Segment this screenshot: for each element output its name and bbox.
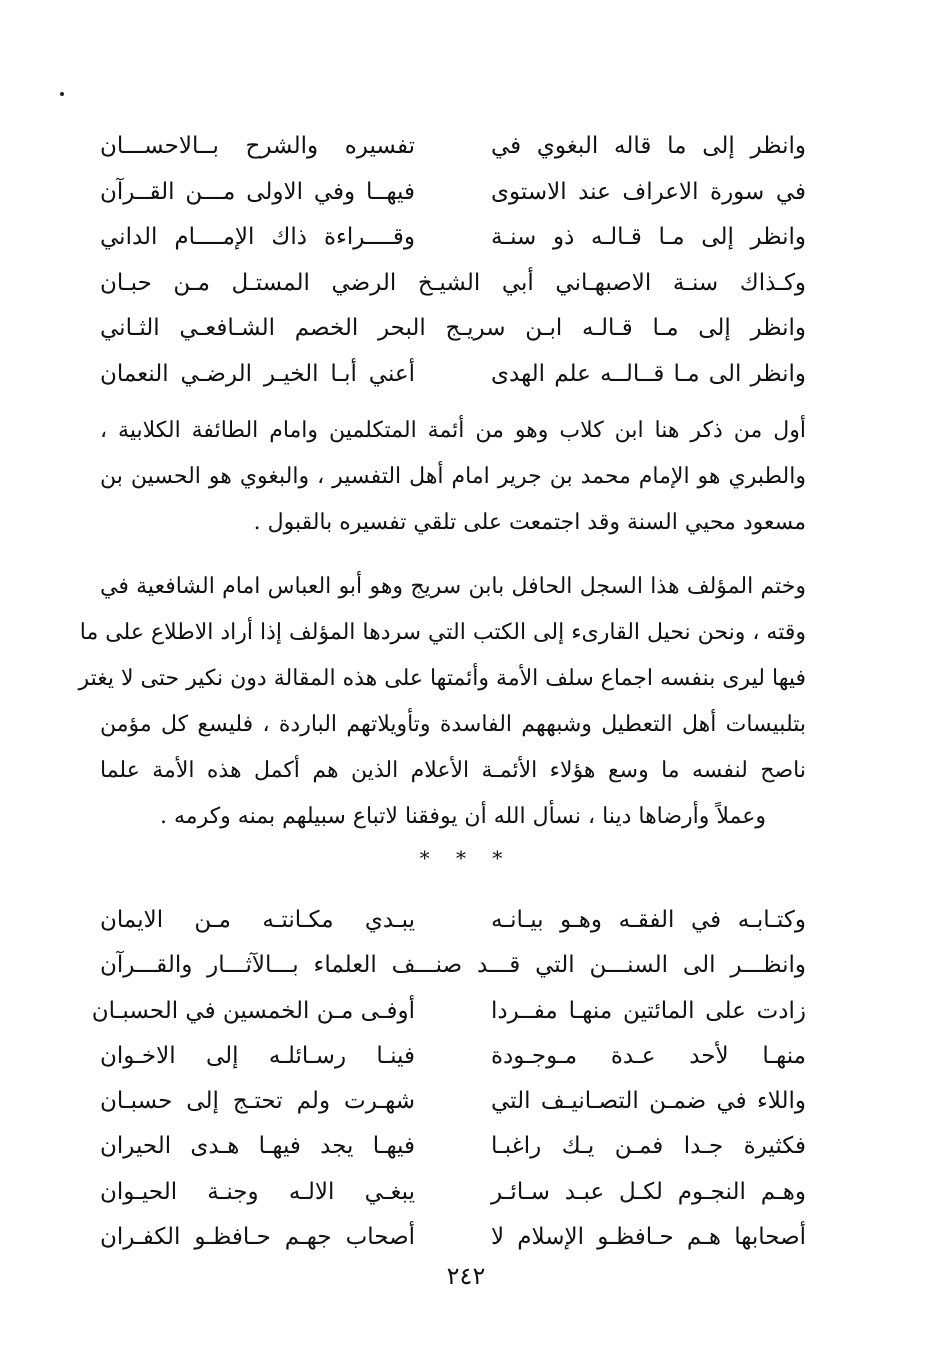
verse-right-hemistich: وكتـابـه في الفقـه وهـو بيـانـه xyxy=(491,907,806,933)
poem-top xyxy=(100,124,806,397)
verse-right-hemistich: زادت على المائتين منهـا مفــردا xyxy=(491,997,806,1024)
verse-line xyxy=(100,1079,806,1124)
verse-left-hemistich: تفسيره والشرح بــالاحســـان xyxy=(100,133,415,159)
verse-line xyxy=(100,1170,806,1215)
page-number: ٢٤٢ xyxy=(446,1262,486,1290)
section-separator: * * * xyxy=(419,846,513,870)
verse-left-hemistich: فينـا رسـائلـه إلى الاخـوان xyxy=(100,1042,415,1069)
verse-line xyxy=(100,124,806,170)
paragraph-line: مسعود محيي السنة وقد اجتمعت على تلقي تفسيره بالقبول . xyxy=(253,510,806,535)
paragraph-line: فيها ليرى بنفسه اجماع سلف الأمة وأئمتها على هذه المقالة دون نكير حتى لا يغتر xyxy=(78,666,806,691)
paragraph-line: وقته ، ونحن نحيل القارىء إلى الكتب التي سردها المؤلف إذا أراد الاطلاع على ما xyxy=(79,620,806,645)
verse-left-hemistich: شهـرت ولم تحتـج إلى حسبـان xyxy=(100,1088,415,1115)
verse-left-hemistich: يبغـي الالـه وجنـة الحيـوان xyxy=(100,1178,415,1205)
verse-line xyxy=(100,898,806,943)
paragraph-line: وختم المؤلف هذا السجل الحافل بابن سريج وهو أبو العباس امام الشافعية في xyxy=(100,574,806,599)
verse-right-hemistich: أصحابها هـم حـافظـو الإسلام لا xyxy=(491,1224,806,1251)
paragraph-line: والطبري هو الإمام محمد بن جرير امام أهل التفسير ، والبغوي هو الحسين بن xyxy=(100,464,806,489)
paragraph-line: بتلبيسات أهل التعطيل وشبههم الفاسدة وتأويلاتهم الباردة ، فليسع كل مؤمن xyxy=(100,712,806,737)
verse-right-hemistich: وانظر إلى مـا قـالـه ذو سنـة xyxy=(491,224,806,250)
verse-line xyxy=(100,1034,806,1079)
verse-right-hemistich: في سورة الاعراف عند الاستوى xyxy=(491,178,806,205)
verse-line xyxy=(100,215,806,261)
verse-line xyxy=(100,1124,806,1169)
verse-line xyxy=(100,261,806,307)
commentary-paragraph-1 xyxy=(100,408,806,546)
print-speck xyxy=(60,92,64,96)
verse-left-hemistich: أعني أبـا الخيـر الرضـي النعمان xyxy=(100,360,415,387)
verse-right-hemistich: واللاء في ضمـن التصـانيـف التي xyxy=(491,1088,806,1115)
verse-line xyxy=(100,306,806,352)
verse-left-hemistich: فيهــا وفي الاولى مـــن القــرآن xyxy=(100,178,415,205)
verse-line xyxy=(91,989,806,1034)
verse-right-hemistich: منهـا لأحد عـدة مـوجـودة xyxy=(491,1042,806,1069)
verse-full-line: وانظر إلى مـا قـالـه ابـن سريـج البحر الخصم الشـافعـي الثـاني xyxy=(100,315,806,341)
verse-full-line: وكـذاك سنـة الاصبهـاني أبي الشيـخ الرضي المستـل مـن حبـان xyxy=(100,269,806,296)
commentary-paragraph-2 xyxy=(78,564,806,840)
verse-right-hemistich: وانظر الى مـا قــالــه علم الهدى xyxy=(491,360,806,387)
verse-left-hemistich: يبـدي مكـانتـه مـن الايمان xyxy=(100,907,415,933)
verse-left-hemistich: أوفـى مـن الخمسين في الحسبـان xyxy=(91,997,415,1024)
paragraph-line: وعملاً وأرضاها دينا ، نسأل الله أن يوفقنا لاتباع سبيلهم بمنه وكرمه . xyxy=(160,804,766,829)
verse-left-hemistich: وقــــراءة ذاك الإمــــام الداني xyxy=(100,224,415,250)
verse-left-hemistich: فيهـا يجد فيهـا هـدى الحيران xyxy=(100,1133,415,1160)
verse-line xyxy=(100,170,806,216)
paragraph-line: أول من ذكر هنا ابن كلاب وهو من أئمة المتكلمين وامام الطائفة الكلابية ، xyxy=(100,418,806,443)
verse-line xyxy=(100,352,806,398)
verse-right-hemistich: وهـم النجـوم لكـل عبـد سـائـر xyxy=(491,1178,806,1205)
verse-right-hemistich: فكثيرة جـدا فمـن يـك راغبـا xyxy=(491,1133,806,1160)
poem-bottom xyxy=(91,898,806,1260)
verse-left-hemistich: أصحاب جهـم حـافظـو الكفـران xyxy=(100,1224,415,1251)
verse-full-line: وانظـــر الى السنـــن التي قـــد صنـــف العلماء بـــالآثـــار والقـــرآن xyxy=(100,952,806,979)
verse-line xyxy=(100,1215,806,1260)
paragraph-line: ناصح لنفسه ما وسع هؤلاء الأئمـة الأعلام الذين هم أكمل هذه الأمة علما xyxy=(100,758,806,783)
verse-line xyxy=(100,943,806,988)
verse-right-hemistich: وانظر إلى ما قاله البغوي في xyxy=(491,133,806,159)
